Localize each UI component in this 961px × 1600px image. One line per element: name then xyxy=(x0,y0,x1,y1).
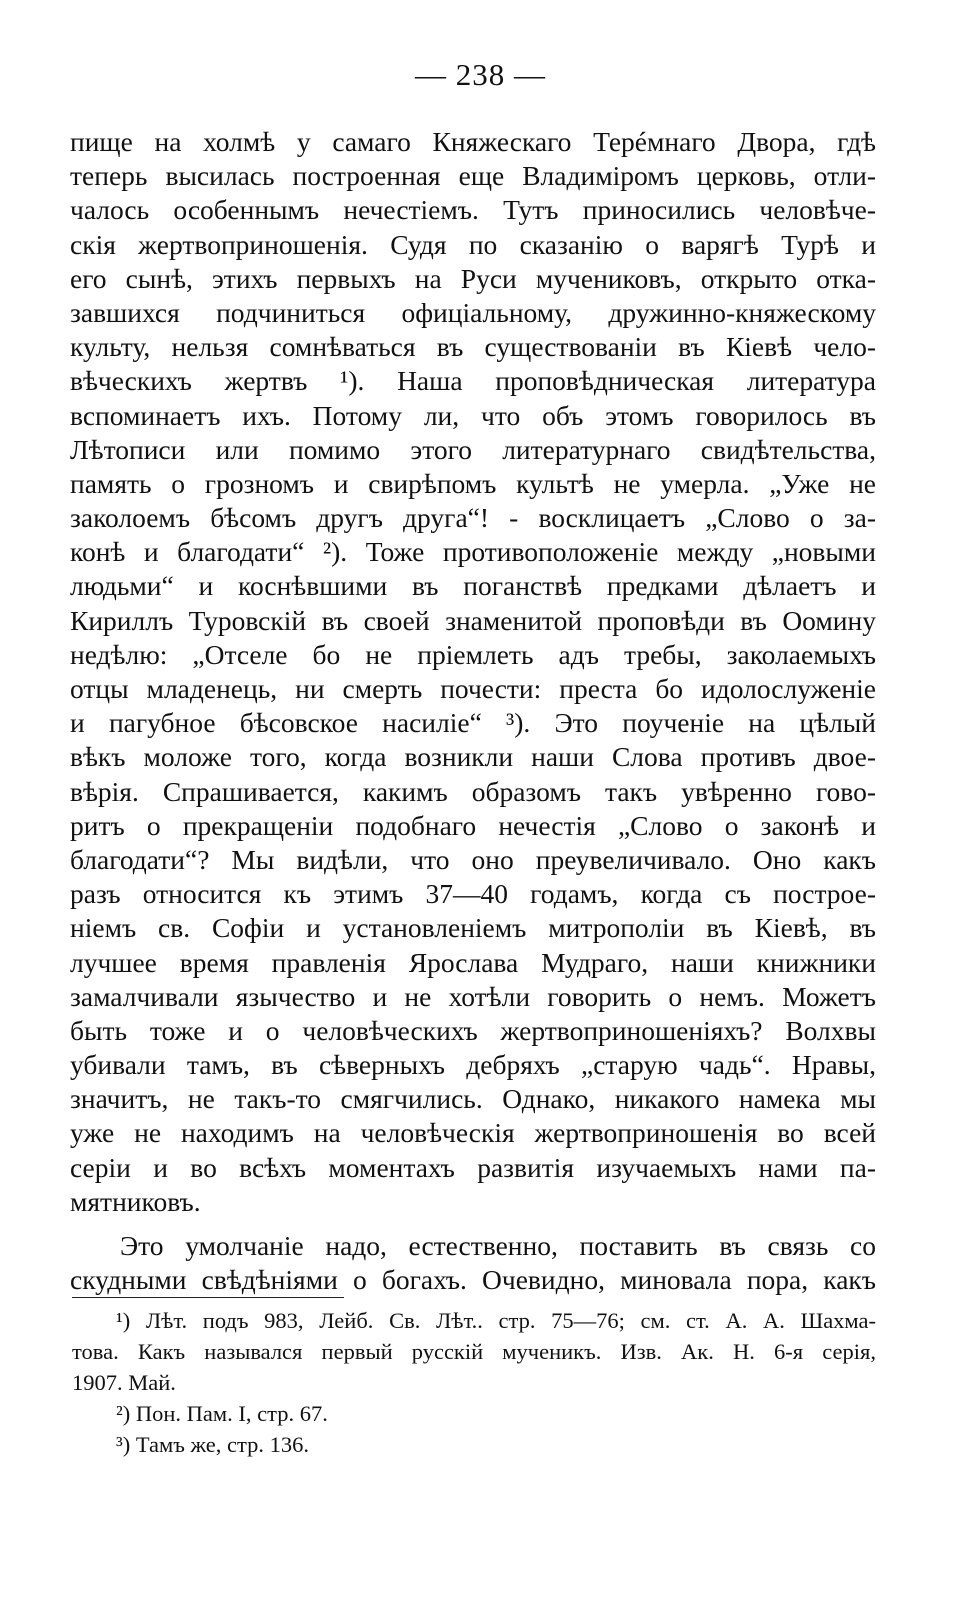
main-text xyxy=(70,125,876,1297)
footnotes xyxy=(72,1305,876,1460)
text-line: разъ относится къ этимъ 37—40 годамъ, когда съ построе- xyxy=(70,878,876,910)
footnote-line: 1907. Май. xyxy=(72,1370,176,1395)
text-line: мятниковъ. xyxy=(70,1185,201,1217)
text-line: значитъ, не такъ-то смягчились. Однако, никакого намека мы xyxy=(70,1083,876,1115)
footnote-divider xyxy=(72,1297,344,1298)
text-line: отцы младенець, ни смерть почести: преста бо идолослуженіе xyxy=(70,673,876,704)
text-line: Это умолчаніе надо, естественно, поставить въ связь со xyxy=(120,1230,876,1261)
text-line: культу, нельзя сомнѣваться въ существованіи въ Кіевѣ чело- xyxy=(70,331,876,363)
text-line: уже не находимъ на человѣческія жертвоприношенія во всей xyxy=(70,1117,876,1149)
text-line: людьми“ и коснѣвшими въ поганствѣ предками дѣлаетъ и xyxy=(70,570,876,602)
text-line: серіи и во всѣхъ моментахъ развитія изучаемыхъ нами па- xyxy=(70,1151,876,1183)
page-number: — 238 — xyxy=(415,57,546,92)
text-line: теперь высилась построенная еще Владиміромъ церковь, отли- xyxy=(70,160,876,192)
text-line: ритъ о прекращеніи подобнаго нечестія „Слово о законѣ и xyxy=(70,809,876,841)
text-line: замалчивали язычество и не хотѣли говорить о немъ. Можетъ xyxy=(70,980,876,1012)
footnote-line: ³) Тамъ же, стр. 136. xyxy=(116,1432,309,1457)
text-line: вѣрія. Спрашивается, какимъ образомъ такъ увѣренно гово- xyxy=(70,775,876,807)
text-line: благодати“? Мы видѣли, что оно преувеличивало. Оно какъ xyxy=(70,843,876,875)
text-line: память о грозномъ и свирѣпомъ культѣ не умерла. „Уже не xyxy=(70,467,876,499)
text-line: лучшее время правленія Ярослава Мудраго, наши книжники xyxy=(70,946,876,978)
footnote-line: ²) Пон. Пам. I, стр. 67. xyxy=(116,1401,328,1426)
text-line: быть тоже и о человѣческихъ жертвоприношеніяхъ? Волхвы xyxy=(70,1014,876,1046)
text-line: и пагубное бѣсовское насиліе“ ³). Это поученіе на цѣлый xyxy=(70,707,876,739)
text-line: конѣ и благодати“ ²). Тоже противоположеніе между „новыми xyxy=(70,536,876,568)
text-line: завшихся подчиниться офиціальному, дружинно-княжескому xyxy=(70,296,876,328)
footnote-line: това. Какъ назывался первый русскій мученикъ. Изв. Ак. Н. 6-я серія, xyxy=(72,1339,876,1364)
text-line: скія жертвоприношенія. Судя по сказанію о варягѣ Турѣ и xyxy=(70,228,876,260)
text-line: пище на холмѣ у самаго Княжескаго Терéмнаго Двора, гдѣ xyxy=(70,126,876,157)
text-line: чалось особеннымъ нечестіемъ. Тутъ приносились человѣче- xyxy=(70,194,876,226)
text-line: Лѣтописи или помимо этого литературнаго свидѣтельства, xyxy=(70,433,876,465)
text-line: ніемъ св. Софіи и установленіемъ митрополіи въ Кіевѣ, въ xyxy=(70,912,876,944)
text-line: убивали тамъ, въ сѣверныхъ дебряхъ „старую чадь“. Нравы, xyxy=(70,1049,876,1081)
text-line: вѣкъ моложе того, когда возникли наши Слова противъ двое- xyxy=(70,741,876,773)
text-line: вспоминаетъ ихъ. Потому ли, что объ этомъ говорилось въ xyxy=(70,399,876,431)
text-line: его сынѣ, этихъ первыхъ на Руси мучениковъ, открыто отка- xyxy=(70,262,876,294)
paragraph-gap xyxy=(70,1219,876,1229)
text-line: недѣлю: „Отселе бо не пріемлеть адъ требы, заколаемыхъ xyxy=(70,638,876,670)
footnote-line: ¹) Лѣт. подъ 983, Лейб. Св. Лѣт.. стр. 75—76; см. ст. А. А. Шахма- xyxy=(116,1308,876,1333)
text-line: скудными свѣдѣніями о богахъ. Очевидно, миновала пора, какъ xyxy=(70,1264,876,1296)
text-line: Кириллъ Туровскій въ своей знаменитой проповѣди въ Оомину xyxy=(70,604,876,636)
text-line: заколоемъ бѣсомъ другъ друга“! - восклицаетъ „Слово о за- xyxy=(70,502,876,534)
text-line: вѣческихъ жертвъ ¹). Наша проповѣдническая литература xyxy=(70,365,876,397)
